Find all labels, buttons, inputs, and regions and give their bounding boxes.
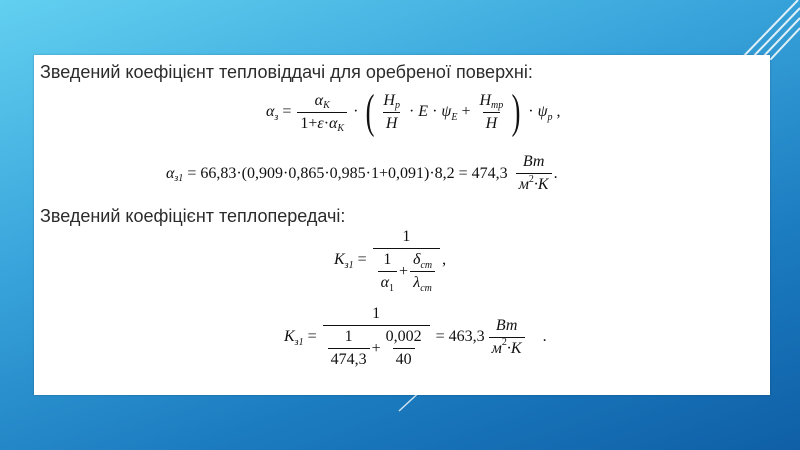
eq1-f1-den-eps: ε [317,114,324,132]
formula-overall-coefficient-value: K з1 = 1 $\frac{1}{474,3}$ + $\frac{0,002}{40}$ = 463,3 Вт м 2 ·K . [284,305,547,368]
eq1-e: E [418,103,429,120]
eq1-fraction-hp [380,92,403,133]
eq3-plus: + [399,262,409,280]
eq1-equals: = [282,103,292,120]
eq4-f2-num: 0,002 [385,328,422,345]
eq4-plus: + [371,339,381,357]
eq1-htr-sub: тр [491,100,504,111]
eq1-psi-e-sub: E [451,111,458,123]
eq3-lhs: K [334,251,345,268]
eq4-lhs: K [284,328,295,345]
eq2-lhs-sub: з1 [174,173,184,184]
eq2-unit-den-exp: 2 [528,173,534,185]
eq4-tail: . [542,328,547,345]
eq4-inner-fraction-1 [328,328,370,369]
eq2-lhs: α [166,164,175,182]
eq4-main-fraction [323,305,430,369]
eq3-inner-den-2-sub: ст [420,282,432,294]
eq3-inner-num-1: 1 [383,251,392,268]
eq1-psi-p: ψ [537,103,548,120]
eq1-f1-den-alpha: α [329,114,338,132]
eq3-tail: , [442,251,447,268]
eq3-num: 1 [402,228,411,245]
eq1-f1-num-sub: K [323,100,330,111]
eq3-inner-den-1-sub: 1 [389,282,395,294]
slide-content-card [34,55,770,395]
heading-heat-transfer-coefficient: Зведений коефіцієнт тепловіддачі для оребреної поверхні: [40,62,533,82]
eq2-unit-num: Вт [522,153,545,170]
eq4-f1-den: 474,3 [330,351,367,368]
eq1-hp-sub: p [394,100,400,111]
formula-heat-transfer-value [166,153,558,194]
eq2-unit [516,153,552,194]
eq1-lhs: α [266,103,275,120]
eq2-tail: . [553,164,558,182]
eq3-inner-den-2: λ [413,274,421,291]
eq1-right-paren: ) [511,85,521,138]
eq1-psi-p-sub: p [547,111,553,123]
eq1-fraction-htr [476,92,506,133]
eq1-lhs-sub: з [274,111,279,123]
eq1-f1-den-one: 1+ [300,114,318,132]
eq1-h-den-1: H [385,114,398,132]
eq4-lhs-sub: з1 [294,336,304,348]
eq1-h-den-2: H [485,114,498,132]
formula-overall-coefficient-definition: K з1 = 1 1 α 1 + δ ст λ ст , [334,228,447,294]
eq4-unit-den-base: м [491,339,502,357]
heading-overall-heat-transfer-coefficient: Зведений коефіцієнт теплопередачі: [40,206,346,226]
eq4-unit-den-exp: 2 [501,337,507,348]
eq1-psi-e: ψ [441,103,452,120]
eq1-tail: , [556,103,561,120]
eq2-unit-den-base: м [518,176,529,193]
eq3-inner-den-1: α [380,274,390,291]
eq4-unit-num: Вт [495,316,518,334]
eq1-fraction-1: α K 1+ ε · α K [297,92,347,133]
eq4-unit [489,317,525,358]
eq3-inner-num-2: δ [413,251,421,268]
eq1-f1-num: α [314,91,324,109]
eq3-inner-fraction-2 [410,251,435,292]
eq3-inner-fraction-1 [378,251,397,292]
eq1-f1-den-sub: K [337,123,345,134]
eq1-htr: H [479,91,492,109]
eq4-inner-fraction-2 [383,328,425,369]
eq2-expression: = 66,83·(0,909·0,865·0,985·1+0,091)·8,2 = 474,3 [187,164,508,182]
formula-reduced-heat-transfer-coefficient: α з = α K 1+ ε · α K · ( H p H · E · ψ E + H тр H ) · ψ p , [266,85,561,138]
eq4-f2-den: 40 [395,351,412,368]
eq3-inner-num-2-sub: ст [420,259,433,271]
top-right-stripes-decoration [720,0,800,60]
eq4-num: 1 [372,305,381,322]
eq4-result: = 463,3 [435,328,485,345]
eq3-main-fraction [373,228,441,292]
eq1-hp: H [383,91,395,109]
eq4-unit-den-rest: ·K [506,339,522,357]
eq1-left-paren: ( [366,85,375,138]
eq3-lhs-sub: з1 [344,259,354,271]
eq2-unit-den-rest: ·K [533,176,549,193]
eq4-f1-num: 1 [344,328,353,345]
